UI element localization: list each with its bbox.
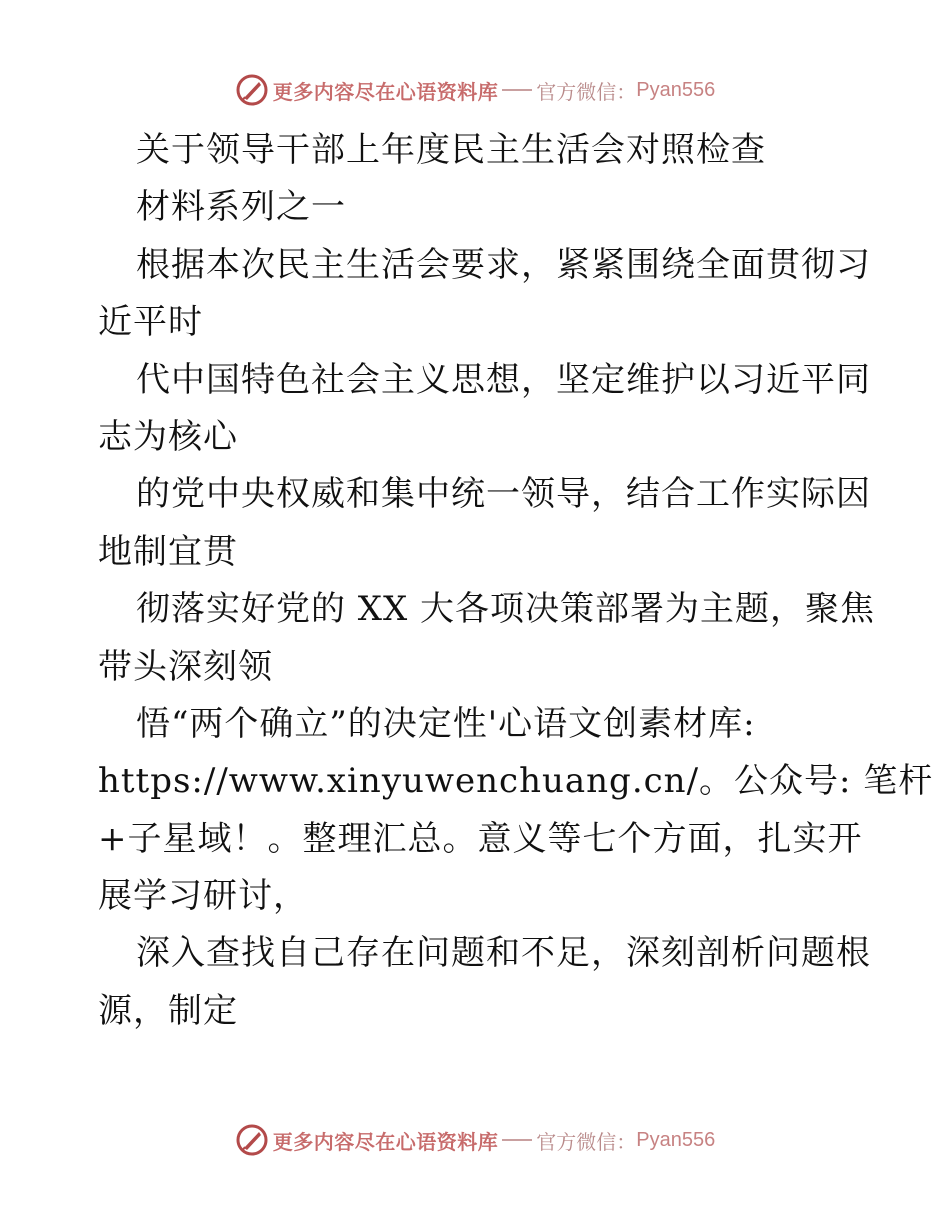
quill-pen-logo-icon <box>235 1123 269 1157</box>
footer-banner-official-label: 官方微信： <box>536 1129 637 1154</box>
paragraph-line: 近平时 <box>98 302 203 343</box>
paragraph-line: 源，制定 <box>98 990 238 1031</box>
header-banner-official-label: 官方微信： <box>536 79 637 104</box>
paragraph-line: 悟“两个确立”的决定性'心语文创素材库: <box>136 703 756 744</box>
paragraph-line-url: https://www.xinyuwenchuang.cn/。公众号: 笔杆 <box>98 761 934 802</box>
header-banner-title: 更多内容尽在心语资料库 <box>272 79 499 104</box>
paragraph-line: 带头深刻领 <box>98 646 273 687</box>
paragraph-line: 彻落实好党的 XX 大各项决策部署为主题，聚焦 <box>136 589 876 630</box>
paragraph-line: 志为核心 <box>98 416 238 457</box>
footer-banner-divider <box>502 1139 532 1141</box>
paragraph-line: 展学习研讨， <box>98 876 308 917</box>
paragraph-line: +子星域！。整理汇总。意义等七个方面，扎实开 <box>98 818 863 859</box>
footer-banner-title: 更多内容尽在心语资料库 <box>272 1129 499 1154</box>
header-banner-divider <box>502 89 532 91</box>
document-body <box>98 122 934 1040</box>
paragraph-line: 地制宜贯 <box>98 531 238 572</box>
footer-banner <box>0 1120 950 1160</box>
header-banner <box>0 70 950 110</box>
header-banner-wechat-id: Pyan556 <box>636 78 716 101</box>
paragraph-line: 的党中央权威和集中统一领导，结合工作实际因 <box>136 474 871 515</box>
paragraph-line: 代中国特色社会主义思想，坚定维护以习近平同 <box>136 359 871 400</box>
footer-banner-wechat-id: Pyan556 <box>636 1128 716 1151</box>
paragraph-line: 深入查找自己存在问题和不足，深刻剖析问题根 <box>136 933 871 974</box>
document-title-line-1: 关于领导干部上年度民主生活会对照检查 <box>136 130 766 170</box>
paragraph-line: 根据本次民主生活会要求，紧紧围绕全面贯彻习 <box>136 244 871 285</box>
document-title-line-2: 材料系列之一 <box>136 187 346 228</box>
quill-pen-logo-icon <box>235 73 269 107</box>
